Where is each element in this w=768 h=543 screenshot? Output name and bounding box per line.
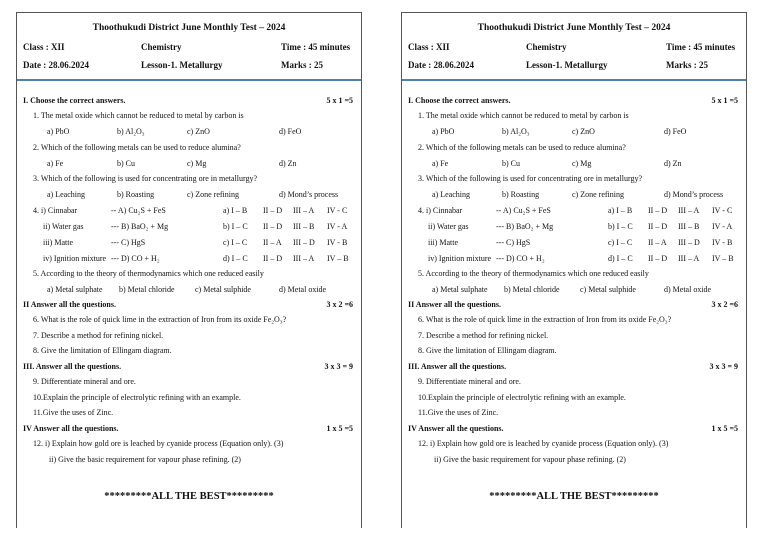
section-title: IV Answer all the questions. bbox=[408, 424, 504, 433]
match-right: --- D) CO + H₂ bbox=[496, 254, 545, 263]
question-1: 1. The metal oxide which cannot be reduced to metal by carbon is bbox=[418, 111, 629, 120]
date-label: Date : 28.06.2024 bbox=[23, 60, 89, 70]
option-b: b) Metal chloride bbox=[504, 285, 560, 294]
question-1: 1. The metal oxide which cannot be reduced to metal by carbon is bbox=[33, 111, 244, 120]
section-title: III. Answer all the questions. bbox=[408, 362, 507, 371]
option-c: c) ZnO bbox=[572, 127, 595, 136]
question-1-options bbox=[426, 127, 742, 139]
match-col-4: IV - C bbox=[327, 206, 348, 215]
question-2-options bbox=[41, 159, 357, 171]
match-left: ii) Water gas bbox=[43, 222, 84, 231]
match-col-4: IV - C bbox=[712, 206, 733, 215]
match-option: a) I – B bbox=[223, 206, 248, 215]
class-label: Class : XII bbox=[408, 42, 450, 52]
section-1-heading bbox=[408, 96, 742, 105]
closing-message: *********ALL THE BEST********* bbox=[489, 491, 659, 502]
question-1-options bbox=[41, 127, 357, 139]
option-d: d) Mond’s process bbox=[279, 190, 339, 199]
header-row-1 bbox=[402, 42, 746, 60]
section-marks: 5 x 1 =5 bbox=[326, 96, 353, 105]
question-7: 7. Describe a method for refining nickel. bbox=[418, 331, 549, 340]
match-col-3: III – D bbox=[293, 238, 315, 247]
match-left: iii) Matte bbox=[428, 238, 458, 247]
match-col-2: II – D bbox=[263, 222, 283, 231]
option-a: a) Leaching bbox=[432, 190, 470, 199]
lesson-label: Lesson-1. Metallurgy bbox=[141, 60, 223, 70]
question-5-options bbox=[41, 285, 357, 297]
option-b: b) Cu bbox=[502, 159, 520, 168]
match-col-3: III – B bbox=[678, 222, 700, 231]
section-title: I. Choose the correct answers. bbox=[23, 96, 126, 105]
question-2: 2. Which of the following metals can be used to reduce alumina? bbox=[418, 143, 626, 152]
option-c: c) Mg bbox=[187, 159, 207, 168]
question-7: 7. Describe a method for refining nickel. bbox=[33, 331, 164, 340]
match-right: --- C) HgS bbox=[111, 238, 146, 247]
option-b: b) Cu bbox=[117, 159, 135, 168]
header-row-2 bbox=[17, 60, 361, 78]
match-option: d) I – C bbox=[223, 254, 248, 263]
section-title: I. Choose the correct answers. bbox=[408, 96, 511, 105]
subject-label: Chemistry bbox=[526, 42, 567, 52]
match-left: iv) Ignition mixture bbox=[428, 254, 492, 263]
question-5: 5. According to the theory of thermodynamics which one reduced easily bbox=[33, 269, 264, 278]
exam-title: Thoothukudi District June Monthly Test – 2024 bbox=[92, 23, 286, 33]
match-right: --- D) CO + H₂ bbox=[111, 254, 160, 263]
option-d: d) Mond’s process bbox=[664, 190, 724, 199]
option-d: d) Metal oxide bbox=[664, 285, 712, 294]
match-option: c) I – C bbox=[223, 238, 248, 247]
match-left: 4. i) Cinnabar bbox=[33, 206, 78, 215]
section-4-heading bbox=[408, 424, 742, 433]
option-b: b) Al₂O₃ bbox=[117, 127, 145, 136]
question-9: 9. Differentiate mineral and ore. bbox=[33, 377, 136, 386]
question-5-options bbox=[426, 285, 742, 297]
date-label: Date : 28.06.2024 bbox=[408, 60, 474, 70]
lesson-label: Lesson-1. Metallurgy bbox=[526, 60, 608, 70]
option-a: a) Metal sulphate bbox=[47, 285, 103, 294]
question-6: 6. What is the role of quick lime in the extraction of Iron from its oxide Fe₂O₃? bbox=[33, 315, 287, 324]
option-d: d) FeO bbox=[279, 127, 302, 136]
question-12-part-1: 12. i) Explain how gold ore is leached by cyanide process (Equation only). (3) bbox=[418, 439, 669, 448]
option-a: a) Fe bbox=[47, 159, 64, 168]
match-col-3: III – A bbox=[678, 254, 700, 263]
question-8: 8. Give the limitation of Ellingam diagram. bbox=[33, 346, 172, 355]
match-option: b) I – C bbox=[223, 222, 248, 231]
match-left: 4. i) Cinnabar bbox=[418, 206, 463, 215]
question-11: 11.Give the uses of Zinc. bbox=[418, 408, 499, 417]
option-c: c) Metal sulphide bbox=[580, 285, 636, 294]
test-paper-left bbox=[16, 12, 362, 528]
header-divider bbox=[402, 79, 746, 81]
question-5: 5. According to the theory of thermodynamics which one reduced easily bbox=[418, 269, 649, 278]
option-c: c) Mg bbox=[572, 159, 592, 168]
match-col-4: IV – B bbox=[712, 254, 734, 263]
option-a: a) Fe bbox=[432, 159, 449, 168]
match-left: ii) Water gas bbox=[428, 222, 469, 231]
match-col-2: II – D bbox=[648, 222, 668, 231]
match-col-2: II – D bbox=[648, 206, 668, 215]
exam-title: Thoothukudi District June Monthly Test – 2024 bbox=[477, 23, 671, 33]
option-c: c) Zone refining bbox=[572, 190, 624, 199]
match-col-2: II – A bbox=[648, 238, 667, 247]
match-option: c) I – C bbox=[608, 238, 633, 247]
option-a: a) PbO bbox=[47, 127, 70, 136]
section-title: II Answer all the questions. bbox=[408, 300, 501, 309]
section-marks: 3 x 3 = 9 bbox=[324, 362, 353, 371]
option-a: a) Metal sulphate bbox=[432, 285, 488, 294]
question-12-part-2: ii) Give the basic requirement for vapour phase refining. (2) bbox=[434, 455, 626, 464]
question-3: 3. Which of the following is used for concentrating ore in metallurgy? bbox=[33, 174, 258, 183]
match-left: iv) Ignition mixture bbox=[43, 254, 107, 263]
question-9: 9. Differentiate mineral and ore. bbox=[418, 377, 521, 386]
marks-label: Marks : 25 bbox=[666, 60, 708, 70]
header-row-1 bbox=[17, 42, 361, 60]
section-title: III. Answer all the questions. bbox=[23, 362, 122, 371]
match-right: -- A) Cu₂S + FeS bbox=[111, 206, 166, 215]
match-col-3: III – D bbox=[678, 238, 700, 247]
question-2-options bbox=[426, 159, 742, 171]
match-option: a) I – B bbox=[608, 206, 633, 215]
class-label: Class : XII bbox=[23, 42, 65, 52]
section-3-heading bbox=[408, 362, 742, 371]
header-divider bbox=[17, 79, 361, 81]
section-1-heading bbox=[23, 96, 357, 105]
match-right: --- B) BaO₂ + Mg bbox=[496, 222, 554, 231]
option-b: b) Al₂O₃ bbox=[502, 127, 530, 136]
section-2-heading bbox=[408, 300, 742, 309]
section-marks: 5 x 1 =5 bbox=[711, 96, 738, 105]
option-a: a) Leaching bbox=[47, 190, 85, 199]
section-title: IV Answer all the questions. bbox=[23, 424, 119, 433]
option-d: d) FeO bbox=[664, 127, 687, 136]
section-marks: 3 x 3 = 9 bbox=[709, 362, 738, 371]
match-col-4: IV - B bbox=[712, 238, 733, 247]
match-col-4: IV - A bbox=[712, 222, 733, 231]
question-8: 8. Give the limitation of Ellingam diagram. bbox=[418, 346, 557, 355]
section-title: II Answer all the questions. bbox=[23, 300, 116, 309]
match-col-3: III – A bbox=[678, 206, 700, 215]
question-10: 10.Explain the principle of electrolytic refining with an example. bbox=[33, 393, 241, 402]
section-marks: 1 x 5 =5 bbox=[326, 424, 353, 433]
option-b: b) Roasting bbox=[502, 190, 540, 199]
match-right: -- A) Cu₂S + FeS bbox=[496, 206, 551, 215]
time-label: Time : 45 minutes bbox=[666, 42, 736, 52]
option-d: d) Zn bbox=[664, 159, 682, 168]
match-right: --- B) BaO₂ + Mg bbox=[111, 222, 169, 231]
match-col-4: IV - A bbox=[327, 222, 348, 231]
match-col-2: II – D bbox=[648, 254, 668, 263]
option-d: d) Metal oxide bbox=[279, 285, 327, 294]
match-right: --- C) HgS bbox=[496, 238, 531, 247]
question-12-part-2: ii) Give the basic requirement for vapour phase refining. (2) bbox=[49, 455, 241, 464]
section-marks: 1 x 5 =5 bbox=[711, 424, 738, 433]
question-11: 11.Give the uses of Zinc. bbox=[33, 408, 114, 417]
match-col-2: II – A bbox=[263, 238, 282, 247]
section-4-heading bbox=[23, 424, 357, 433]
option-b: b) Metal chloride bbox=[119, 285, 175, 294]
closing-message: *********ALL THE BEST********* bbox=[104, 491, 274, 502]
question-6: 6. What is the role of quick lime in the extraction of Iron from its oxide Fe₂O₃? bbox=[418, 315, 672, 324]
section-marks: 3 x 2 =6 bbox=[326, 300, 353, 309]
question-12-part-1: 12. i) Explain how gold ore is leached by cyanide process (Equation only). (3) bbox=[33, 439, 284, 448]
option-d: d) Zn bbox=[279, 159, 297, 168]
marks-label: Marks : 25 bbox=[281, 60, 323, 70]
section-marks: 3 x 2 =6 bbox=[711, 300, 738, 309]
question-2: 2. Which of the following metals can be used to reduce alumina? bbox=[33, 143, 241, 152]
option-c: c) ZnO bbox=[187, 127, 210, 136]
match-option: d) I – C bbox=[608, 254, 633, 263]
match-col-3: III – A bbox=[293, 254, 315, 263]
subject-label: Chemistry bbox=[141, 42, 182, 52]
question-10: 10.Explain the principle of electrolytic refining with an example. bbox=[418, 393, 626, 402]
question-3-options bbox=[426, 190, 742, 202]
match-left: iii) Matte bbox=[43, 238, 73, 247]
match-col-4: IV – B bbox=[327, 254, 349, 263]
question-3: 3. Which of the following is used for concentrating ore in metallurgy? bbox=[418, 174, 643, 183]
test-paper-right bbox=[401, 12, 747, 528]
time-label: Time : 45 minutes bbox=[281, 42, 351, 52]
match-col-3: III – A bbox=[293, 206, 315, 215]
option-b: b) Roasting bbox=[117, 190, 155, 199]
option-c: c) Zone refining bbox=[187, 190, 239, 199]
section-2-heading bbox=[23, 300, 357, 309]
match-col-4: IV - B bbox=[327, 238, 348, 247]
option-c: c) Metal sulphide bbox=[195, 285, 251, 294]
option-a: a) PbO bbox=[432, 127, 455, 136]
match-col-3: III – B bbox=[293, 222, 315, 231]
match-col-2: II – D bbox=[263, 206, 283, 215]
match-option: b) I – C bbox=[608, 222, 633, 231]
section-3-heading bbox=[23, 362, 357, 371]
question-3-options bbox=[41, 190, 357, 202]
header-row-2 bbox=[402, 60, 746, 78]
match-col-2: II – D bbox=[263, 254, 283, 263]
